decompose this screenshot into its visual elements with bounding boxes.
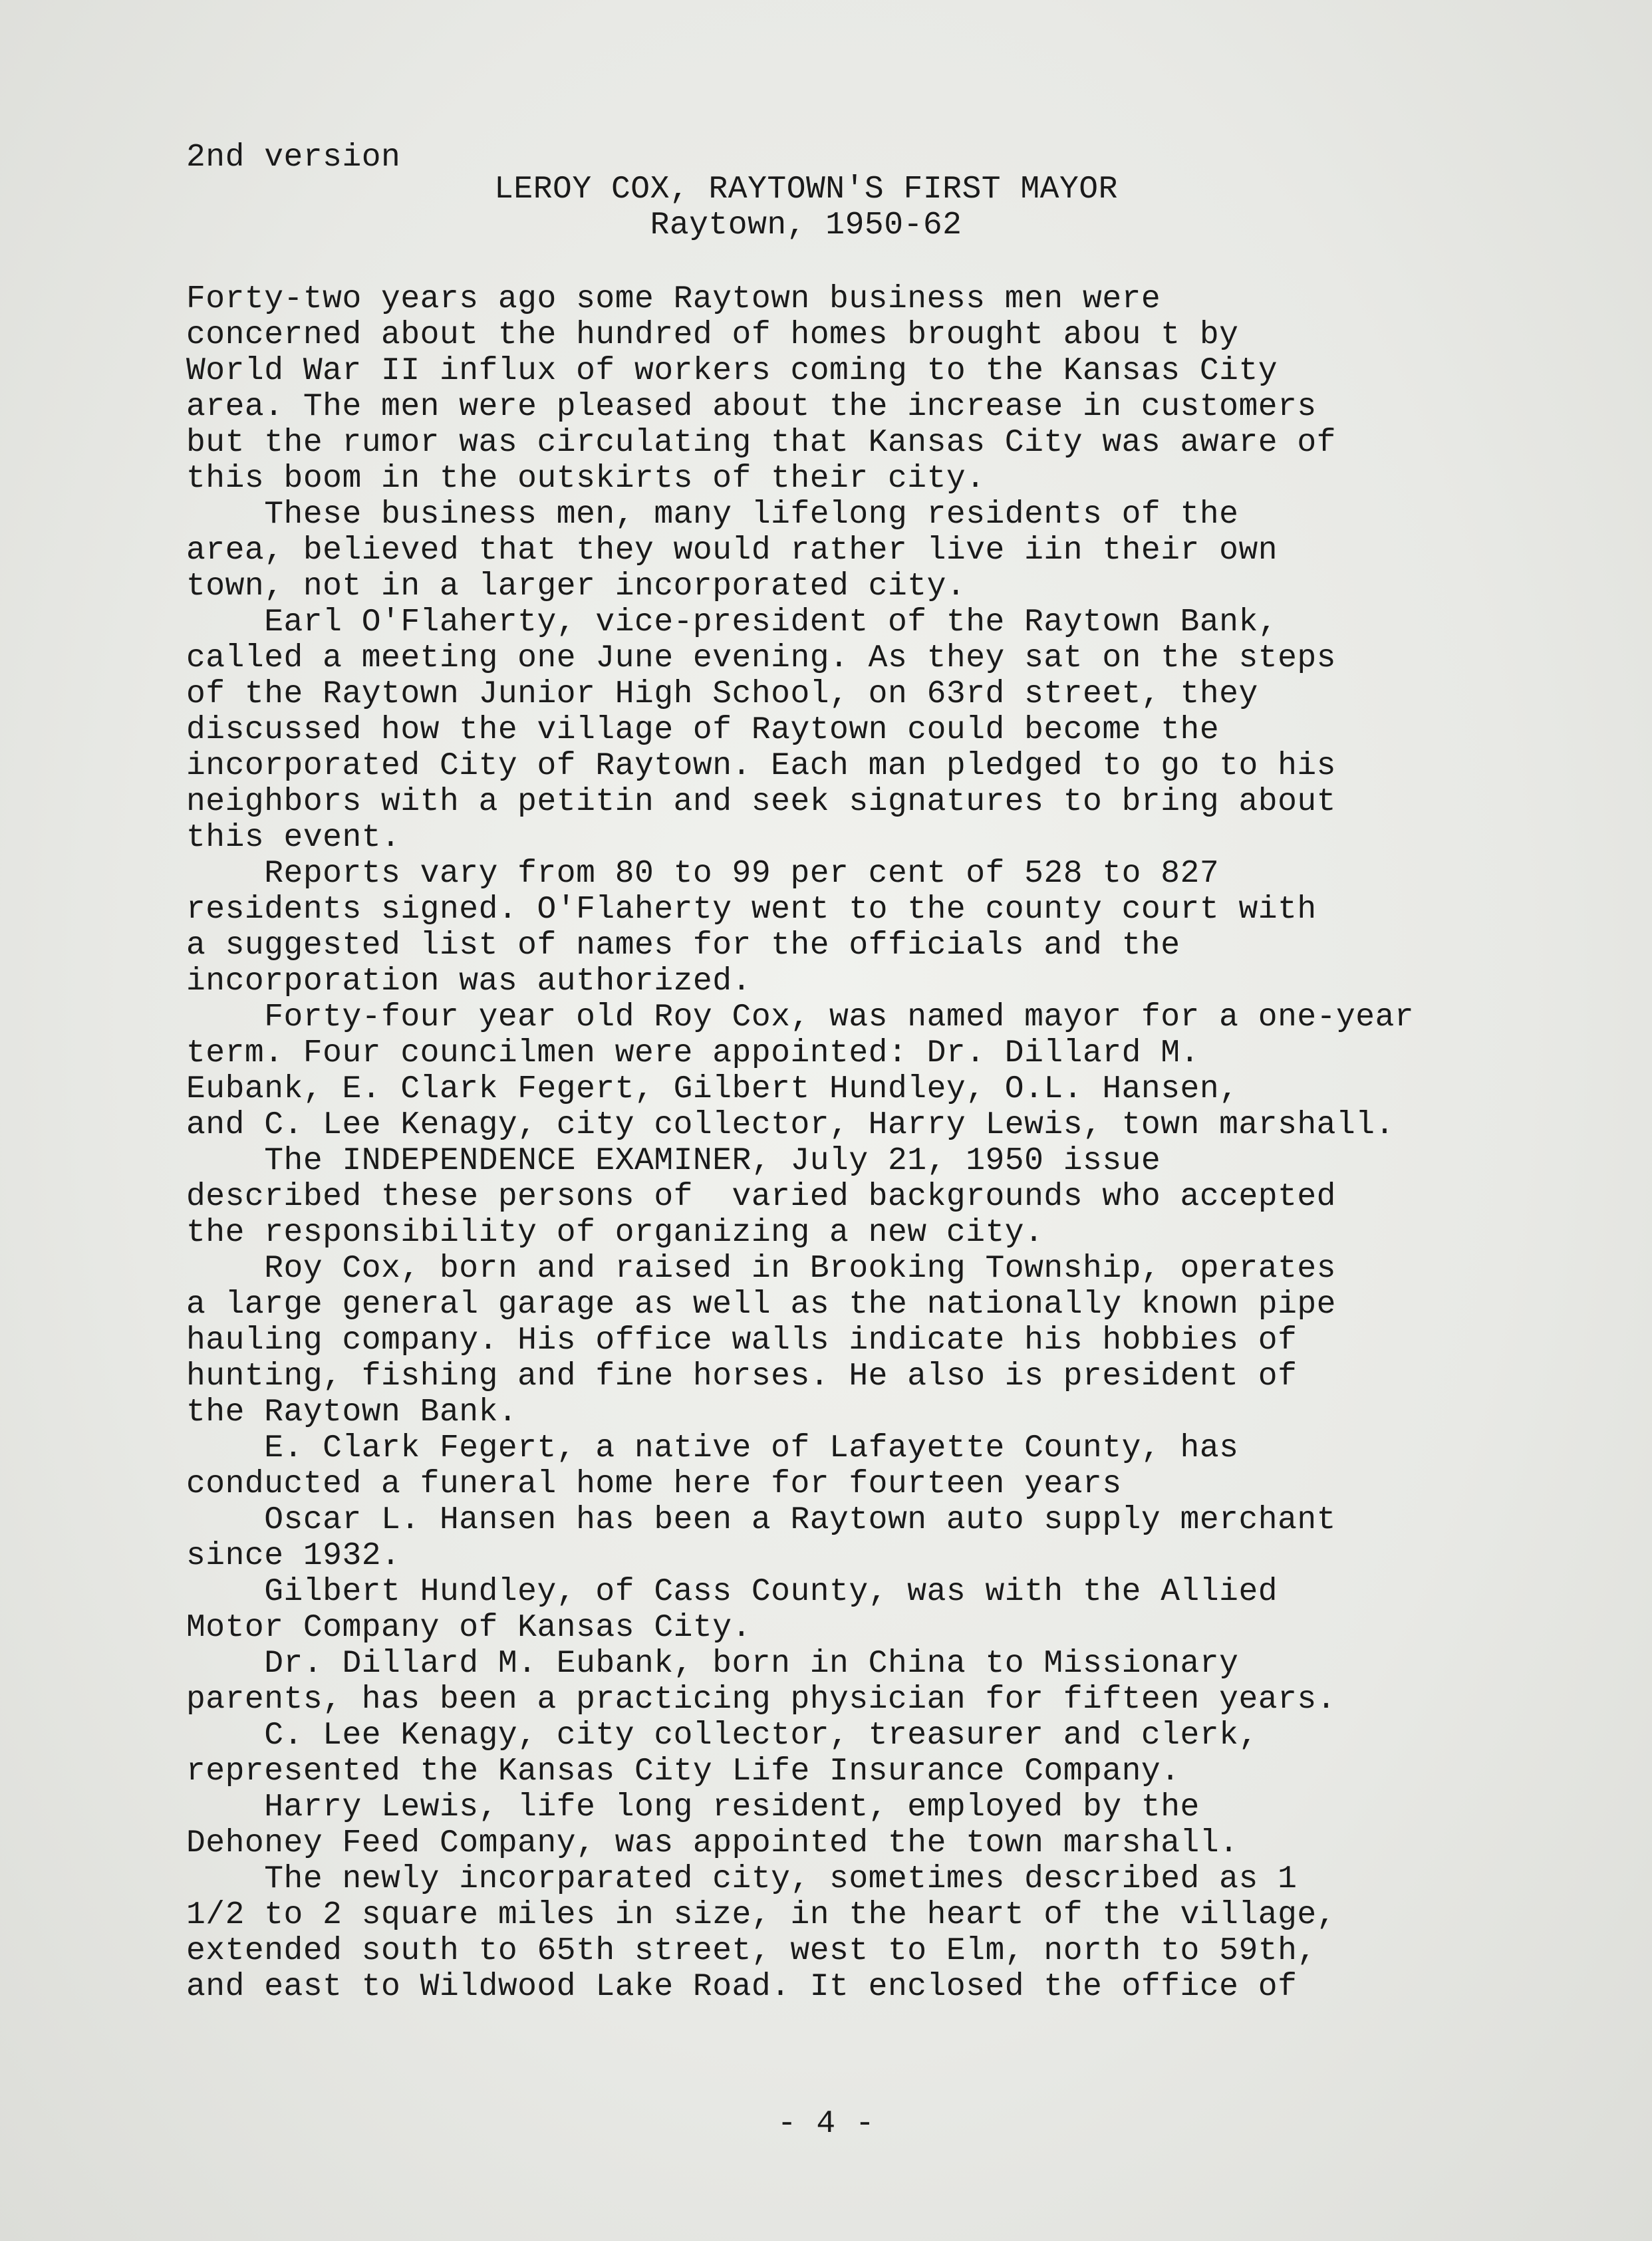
paragraph	[186, 1646, 1616, 1718]
paragraph	[186, 1861, 1616, 2005]
paragraph	[186, 281, 1616, 497]
text-line: Forty-two years ago some Raytown business men were	[186, 281, 1161, 317]
text-line: hunting, fishing and fine horses. He also is president of	[186, 1359, 1298, 1394]
paragraph	[186, 999, 1616, 1143]
text-line: neighbors with a petitin and seek signatures to bring about	[186, 784, 1336, 820]
text-line: World War II influx of workers coming to the Kansas City	[186, 353, 1278, 389]
text-line: and C. Lee Kenagy, city collector, Harry Lewis, town marshall.	[186, 1107, 1395, 1143]
text-line: E. Clark Fegert, a native of Lafayette County, has	[186, 1430, 1239, 1466]
document-subtitle: Raytown, 1950-62	[650, 207, 962, 243]
text-line: since 1932.	[186, 1538, 401, 1574]
text-line: town, not in a larger incorporated city.	[186, 569, 966, 604]
page-number: - 4 -	[777, 2106, 875, 2142]
text-line: The newly incorparated city, sometimes described as 1	[186, 1861, 1298, 1897]
text-line: Earl O'Flaherty, vice-president of the Raytown Bank,	[186, 604, 1278, 640]
text-line: extended south to 65th street, west to Elm, north to 59th,	[186, 1933, 1317, 1969]
text-line: Gilbert Hundley, of Cass County, was with the Allied	[186, 1574, 1278, 1610]
text-line: residents signed. O'Flaherty went to the county court with	[186, 892, 1317, 928]
text-line: a large general garage as well as the nationally known pipe	[186, 1287, 1336, 1323]
paragraph	[186, 1718, 1616, 1789]
text-line: parents, has been a practicing physician for fifteen years.	[186, 1682, 1336, 1718]
paragraph	[186, 1251, 1616, 1430]
text-line: The INDEPENDENCE EXAMINER, July 21, 1950 issue	[186, 1143, 1161, 1179]
text-line: the responsibility of organizing a new city.	[186, 1215, 1044, 1251]
text-line: of the Raytown Junior High School, on 63rd street, they	[186, 676, 1258, 712]
text-line: described these persons of varied backgrounds who accepted	[186, 1179, 1336, 1215]
paragraph	[186, 856, 1616, 999]
paragraph	[186, 604, 1616, 856]
paragraph	[186, 1143, 1616, 1251]
text-line: Roy Cox, born and raised in Brooking Township, operates	[186, 1251, 1336, 1287]
text-line: and east to Wildwood Lake Road. It enclosed the office of	[186, 1969, 1298, 2005]
text-line: this event.	[186, 820, 401, 856]
text-line: Dehoney Feed Company, was appointed the town marshall.	[186, 1825, 1239, 1861]
paragraph	[186, 1502, 1616, 1574]
text-line: a suggested list of names for the officials and the	[186, 928, 1180, 964]
paragraph	[186, 497, 1616, 604]
text-line: but the rumor was circulating that Kansas City was aware of	[186, 425, 1336, 461]
text-line: Motor Company of Kansas City.	[186, 1610, 752, 1646]
text-line: 1/2 to 2 square miles in size, in the heart of the village,	[186, 1897, 1336, 1933]
text-line: called a meeting one June evening. As they sat on the steps	[186, 640, 1336, 676]
text-line: Dr. Dillard M. Eubank, born in China to Missionary	[186, 1646, 1239, 1682]
paragraph	[186, 1574, 1616, 1646]
text-line: Eubank, E. Clark Fegert, Gilbert Hundley, O.L. Hansen,	[186, 1071, 1239, 1107]
paragraph	[186, 1789, 1616, 1861]
text-line: term. Four councilmen were appointed: Dr. Dillard M.	[186, 1035, 1200, 1071]
document-title: LEROY COX, RAYTOWN'S FIRST MAYOR	[494, 172, 1118, 207]
text-line: discussed how the village of Raytown could become the	[186, 712, 1220, 748]
text-line: represented the Kansas City Life Insurance Company.	[186, 1754, 1180, 1789]
text-line: incorporated City of Raytown. Each man pledged to go to his	[186, 748, 1336, 784]
text-line: area. The men were pleased about the increase in customers	[186, 389, 1317, 425]
version-note: 2nd version	[186, 140, 401, 176]
paragraph	[186, 1430, 1616, 1502]
text-line: the Raytown Bank.	[186, 1394, 518, 1430]
text-line: this boom in the outskirts of their city.	[186, 461, 986, 497]
text-line: Reports vary from 80 to 99 per cent of 528 to 827	[186, 856, 1220, 892]
text-line: Oscar L. Hansen has been a Raytown auto supply merchant	[186, 1502, 1336, 1538]
text-line: hauling company. His office walls indicate his hobbies of	[186, 1323, 1298, 1359]
text-line: These business men, many lifelong residents of the	[186, 497, 1239, 533]
text-line: conducted a funeral home here for fourteen years	[186, 1466, 1122, 1502]
text-line: concerned about the hundred of homes brought abou t by	[186, 317, 1239, 353]
text-line: incorporation was authorized.	[186, 964, 752, 999]
text-line: C. Lee Kenagy, city collector, treasurer and clerk,	[186, 1718, 1258, 1754]
body-text	[186, 281, 1616, 2005]
text-line: Forty-four year old Roy Cox, was named mayor for a one-year	[186, 999, 1415, 1035]
text-line: area, believed that they would rather live iin their own	[186, 533, 1278, 569]
text-line: Harry Lewis, life long resident, employed by the	[186, 1789, 1200, 1825]
